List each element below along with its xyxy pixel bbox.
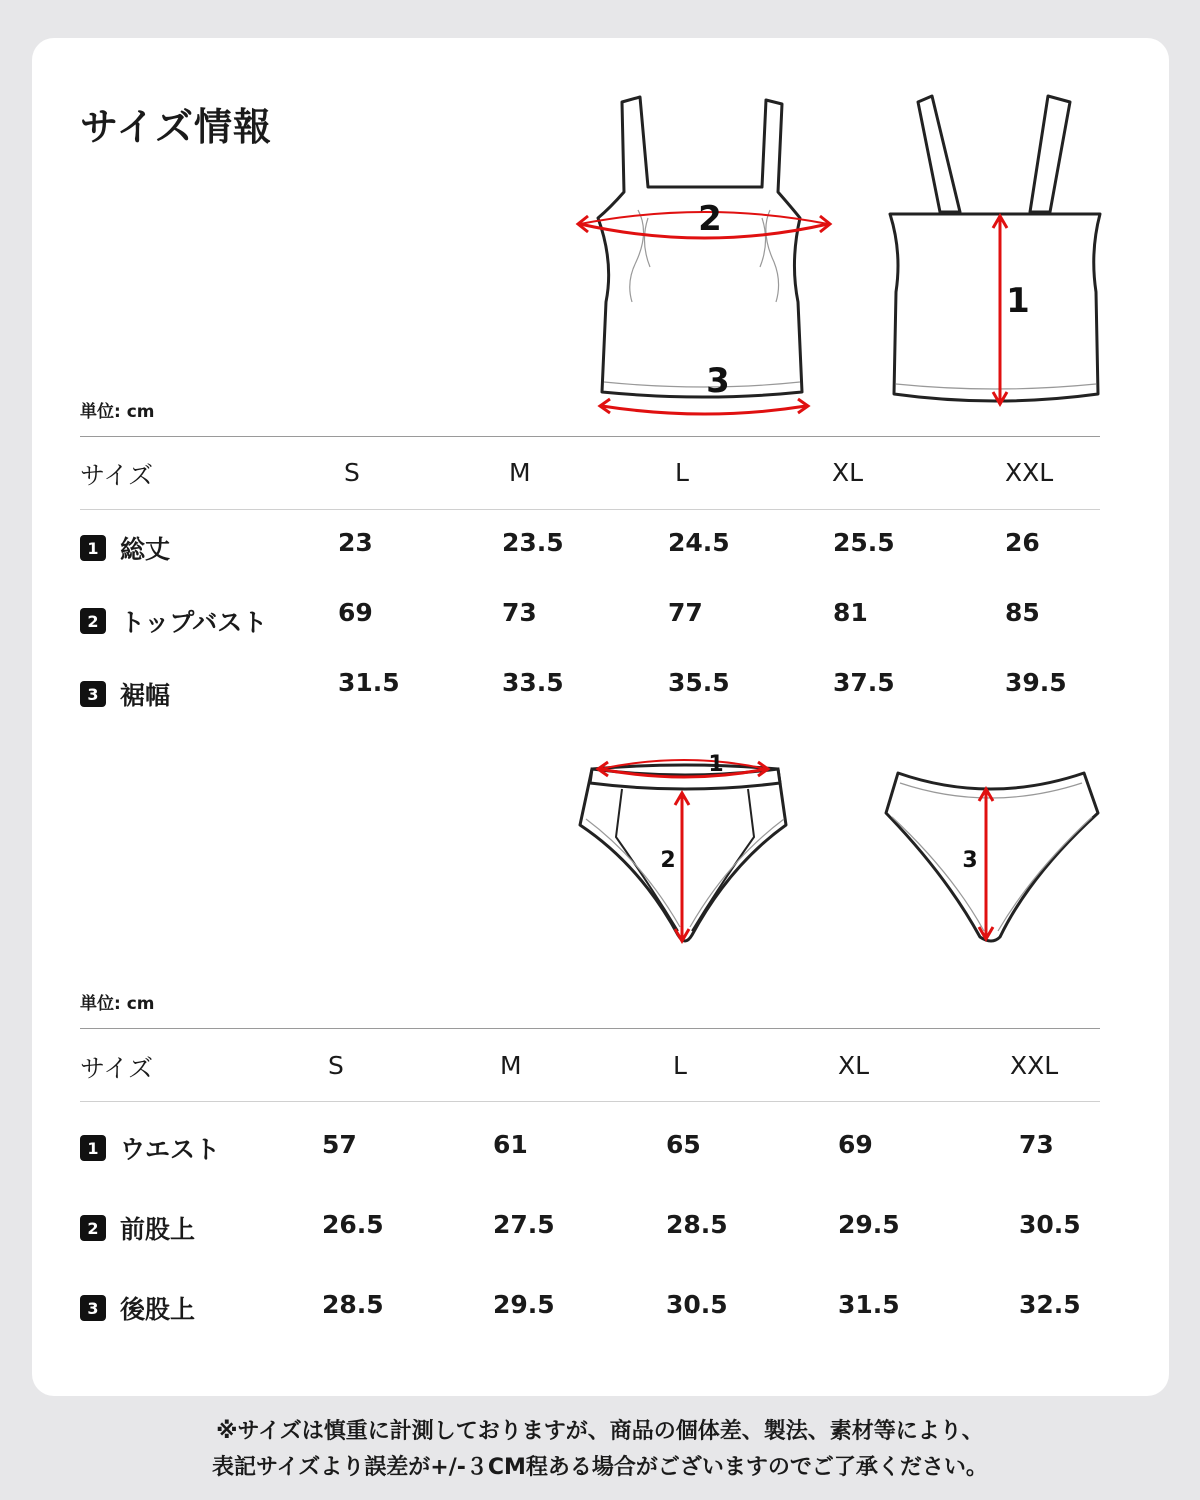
top-cell: 35.5 bbox=[668, 668, 730, 697]
number-badge: 2 bbox=[80, 1215, 106, 1241]
hem-measure-line bbox=[602, 406, 806, 414]
bottom-row-label-back-rise: 3 後股上 bbox=[80, 1290, 195, 1326]
bottom-cell: 69 bbox=[838, 1130, 873, 1159]
bottom-header-s: S bbox=[328, 1051, 344, 1080]
top-header-xl: XL bbox=[832, 458, 864, 487]
bottom-table-rule bbox=[80, 1028, 1100, 1029]
top-header-m: M bbox=[509, 458, 531, 487]
bust-marker-label: 2 bbox=[698, 199, 722, 239]
bottom-row-label-front-rise: 2 前股上 bbox=[80, 1210, 195, 1246]
bottom-cell: 28.5 bbox=[322, 1290, 384, 1319]
top-table-rule bbox=[80, 436, 1100, 437]
disclaimer-line-1: ※サイズは慎重に計測しておりますが、商品の個体差、製法、素材等により、 bbox=[216, 1419, 984, 1444]
bottom-cell: 57 bbox=[322, 1130, 357, 1159]
top-row-label-bust: 2 トップバスト bbox=[80, 603, 267, 639]
bottom-header-m: M bbox=[500, 1051, 522, 1080]
top-cell: 69 bbox=[338, 598, 373, 627]
bottom-header-l: L bbox=[673, 1051, 687, 1080]
top-cell: 25.5 bbox=[833, 528, 895, 557]
top-cell: 24.5 bbox=[668, 528, 730, 557]
waist-marker-label: 1 bbox=[708, 752, 724, 777]
bottom-cell: 26.5 bbox=[322, 1210, 384, 1239]
top-cell: 77 bbox=[668, 598, 703, 627]
bottom-cell: 65 bbox=[666, 1130, 701, 1159]
top-row-label-hem: 3 裾幅 bbox=[80, 676, 170, 712]
hem-marker-label: 3 bbox=[706, 361, 730, 401]
top-header-divider bbox=[80, 509, 1100, 510]
page-title: サイズ情報 bbox=[80, 105, 272, 149]
top-unit-label: 単位: cm bbox=[80, 402, 155, 422]
tank-top-front-figure bbox=[570, 92, 840, 427]
top-cell: 31.5 bbox=[338, 668, 400, 697]
length-marker-label: 1 bbox=[1006, 281, 1030, 321]
bottom-cell: 30.5 bbox=[1019, 1210, 1081, 1239]
top-cell: 73 bbox=[502, 598, 537, 627]
top-cell: 39.5 bbox=[1005, 668, 1067, 697]
bottom-header-xxl: XXL bbox=[1010, 1051, 1059, 1080]
top-cell: 26 bbox=[1005, 528, 1040, 557]
bottom-header-xl: XL bbox=[838, 1051, 870, 1080]
bottom-header-divider bbox=[80, 1101, 1100, 1102]
bottom-row-label-waist: 1 ウエスト bbox=[80, 1130, 220, 1166]
top-cell: 37.5 bbox=[833, 668, 895, 697]
top-cell: 81 bbox=[833, 598, 868, 627]
number-badge: 1 bbox=[80, 535, 106, 561]
bottom-cell: 27.5 bbox=[493, 1210, 555, 1239]
top-header-size: サイズ bbox=[80, 461, 154, 490]
number-badge: 2 bbox=[80, 608, 106, 634]
top-row-label-length: 1 総丈 bbox=[80, 530, 170, 566]
back-rise-marker-label: 3 bbox=[962, 848, 978, 873]
top-cell: 85 bbox=[1005, 598, 1040, 627]
bottom-cell: 29.5 bbox=[838, 1210, 900, 1239]
bottom-cell: 61 bbox=[493, 1130, 528, 1159]
bottom-cell: 31.5 bbox=[838, 1290, 900, 1319]
bottom-cell: 28.5 bbox=[666, 1210, 728, 1239]
front-rise-marker-label: 2 bbox=[660, 848, 676, 873]
top-header-l: L bbox=[675, 458, 689, 487]
number-badge: 3 bbox=[80, 681, 106, 707]
briefs-back-figure bbox=[880, 765, 1105, 945]
top-cell: 23 bbox=[338, 528, 373, 557]
bottom-cell: 73 bbox=[1019, 1130, 1054, 1159]
bottom-cell: 32.5 bbox=[1019, 1290, 1081, 1319]
disclaimer-line-2: 表記サイズより誤差が+/-３CM程ある場合がございますのでご了承ください。 bbox=[212, 1455, 988, 1480]
bottom-cell: 29.5 bbox=[493, 1290, 555, 1319]
top-cell: 33.5 bbox=[502, 668, 564, 697]
number-badge: 1 bbox=[80, 1135, 106, 1161]
top-header-xxl: XXL bbox=[1005, 458, 1054, 487]
tank-top-back-figure bbox=[880, 92, 1110, 412]
bottom-cell: 30.5 bbox=[666, 1290, 728, 1319]
bottom-header-size: サイズ bbox=[80, 1054, 154, 1083]
number-badge: 3 bbox=[80, 1295, 106, 1321]
briefs-front-figure bbox=[570, 745, 800, 950]
top-cell: 23.5 bbox=[502, 528, 564, 557]
top-header-s: S bbox=[344, 458, 360, 487]
bottom-unit-label: 単位: cm bbox=[80, 994, 155, 1014]
